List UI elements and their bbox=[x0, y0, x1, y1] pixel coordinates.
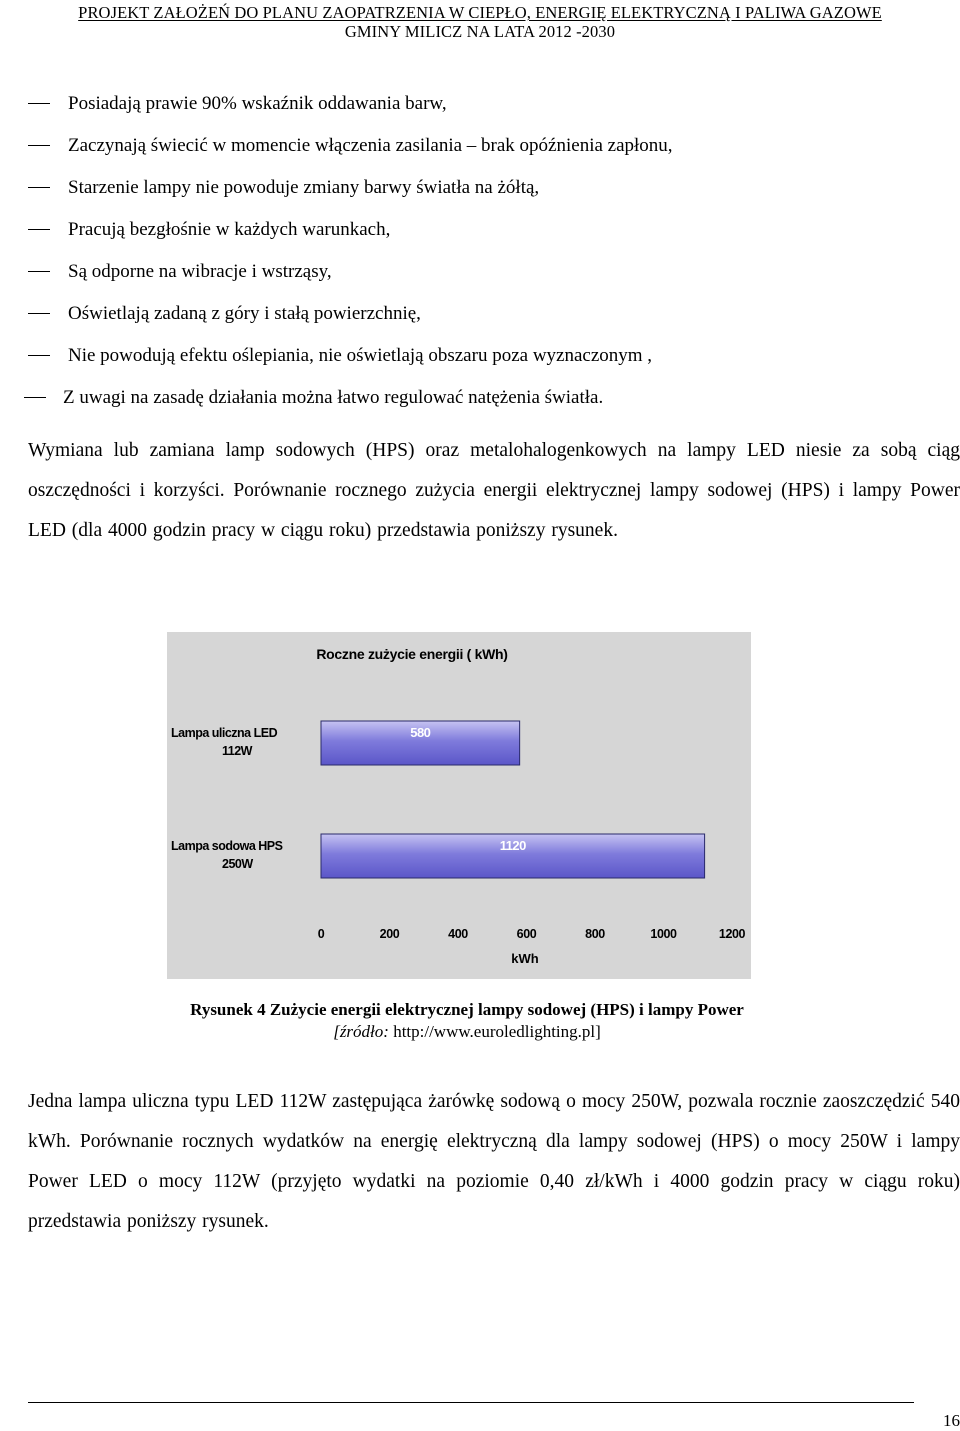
x-tick-label: 400 bbox=[448, 927, 468, 941]
energy-chart bbox=[167, 632, 751, 979]
dash-bullet-icon bbox=[28, 229, 50, 230]
list-item bbox=[28, 377, 948, 419]
list-item bbox=[28, 293, 948, 335]
list-item bbox=[28, 251, 948, 293]
footer-divider bbox=[28, 1402, 914, 1403]
header-title: PROJEKT ZAŁOŻEŃ DO PLANU ZAOPATRZENIA W CIEPŁO, ENERGIĘ ELEKTRYCZNĄ I PALIWA GAZOWE bbox=[78, 3, 882, 22]
figure-source bbox=[0, 1022, 934, 1042]
list-item bbox=[28, 83, 948, 125]
x-tick-label: 0 bbox=[317, 927, 325, 941]
dash-bullet-icon bbox=[28, 145, 50, 146]
list-item-text: Oświetlają zadaną z góry i stałą powierzchnię, bbox=[68, 303, 421, 324]
bar-value-label: 1120 bbox=[499, 838, 526, 853]
x-tick-label: 1000 bbox=[650, 927, 677, 941]
document-header bbox=[0, 3, 960, 41]
x-tick-label: 1200 bbox=[718, 927, 746, 941]
list-item-text: Starzenie lampy nie powoduje zmiany barwy światła na żółtą, bbox=[68, 177, 540, 198]
closing-paragraph: Jedna lampa uliczna typu LED 112W zastępująca żarówkę sodową o mocy 250W, pozwala rocznie zaoszczędzić 540 kWh. Porównanie rocznych wydatków na energię elektryczną dla lampy sodowej (HPS) o mocy 250W i lampy Power LED o mocy 112W (przyjęto wydatki na poziomie 0,40 zł/kWh i 4000 godzin pracy w ciągu roku) przedstawia poniższy rysunek. bbox=[28, 1091, 960, 1232]
list-item-text: Z uwagi na zasadę działania można łatwo regulować natężenia światła. bbox=[63, 387, 604, 408]
dash-bullet-icon bbox=[24, 397, 46, 398]
dash-bullet-icon bbox=[28, 313, 50, 314]
category-label: 250W bbox=[222, 857, 253, 871]
x-tick-label: 800 bbox=[585, 927, 605, 941]
list-item bbox=[28, 167, 948, 209]
source-url: http://www.euroledlighting.pl] bbox=[393, 1022, 601, 1041]
list-item-text: Nie powodują efektu oślepiania, nie oświetlają obszaru poza wyznaczonym , bbox=[68, 345, 653, 366]
list-item-text: Posiadają prawie 90% wskaźnik oddawania barw, bbox=[68, 93, 447, 114]
category-label: Lampa uliczna LED bbox=[171, 726, 278, 740]
chart-title: Roczne zużycie energii ( kWh) bbox=[316, 646, 508, 662]
x-tick-label: 600 bbox=[516, 927, 537, 941]
figure-caption: Rysunek 4 Zużycie energii elektrycznej lampy sodowej (HPS) i lampy Power bbox=[190, 1000, 744, 1019]
energy-chart-svg bbox=[167, 632, 751, 979]
x-axis-label: kWh bbox=[511, 951, 539, 966]
features-list bbox=[28, 83, 948, 419]
intro-paragraph: Wymiana lub zamiana lamp sodowych (HPS) oraz metalohalogenkowych na lampy LED niesie za sobą ciąg oszczędności i korzyści. Porównanie rocznego zużycia energii elektrycznej lampy sodowej (HPS) i lampy Power LED (dla 4000 godzin pracy w ciągu roku) przedstawia poniższy rysunek. bbox=[28, 440, 960, 541]
source-label: [źródło: bbox=[333, 1022, 389, 1041]
category-label: 112W bbox=[222, 744, 252, 758]
list-item bbox=[28, 209, 948, 251]
category-label: Lampa sodowa HPS bbox=[171, 839, 283, 853]
page-number: 16 bbox=[943, 1411, 960, 1430]
dash-bullet-icon bbox=[28, 187, 50, 188]
list-item bbox=[28, 125, 948, 167]
list-item-text: Zaczynają świecić w momencie włączenia zasilania – brak opóźnienia zapłonu, bbox=[68, 135, 673, 156]
dash-bullet-icon bbox=[28, 103, 50, 104]
header-subtitle: GMINY MILICZ NA LATA 2012 -2030 bbox=[344, 22, 616, 41]
x-tick-label: 200 bbox=[379, 927, 400, 941]
list-item bbox=[28, 335, 948, 377]
list-item-text: Pracują bezgłośnie w każdych warunkach, bbox=[68, 219, 391, 240]
dash-bullet-icon bbox=[28, 355, 50, 356]
list-item-text: Są odporne na wibracje i wstrząsy, bbox=[68, 261, 332, 282]
dash-bullet-icon bbox=[28, 271, 50, 272]
bar-value-label: 580 bbox=[410, 725, 431, 740]
